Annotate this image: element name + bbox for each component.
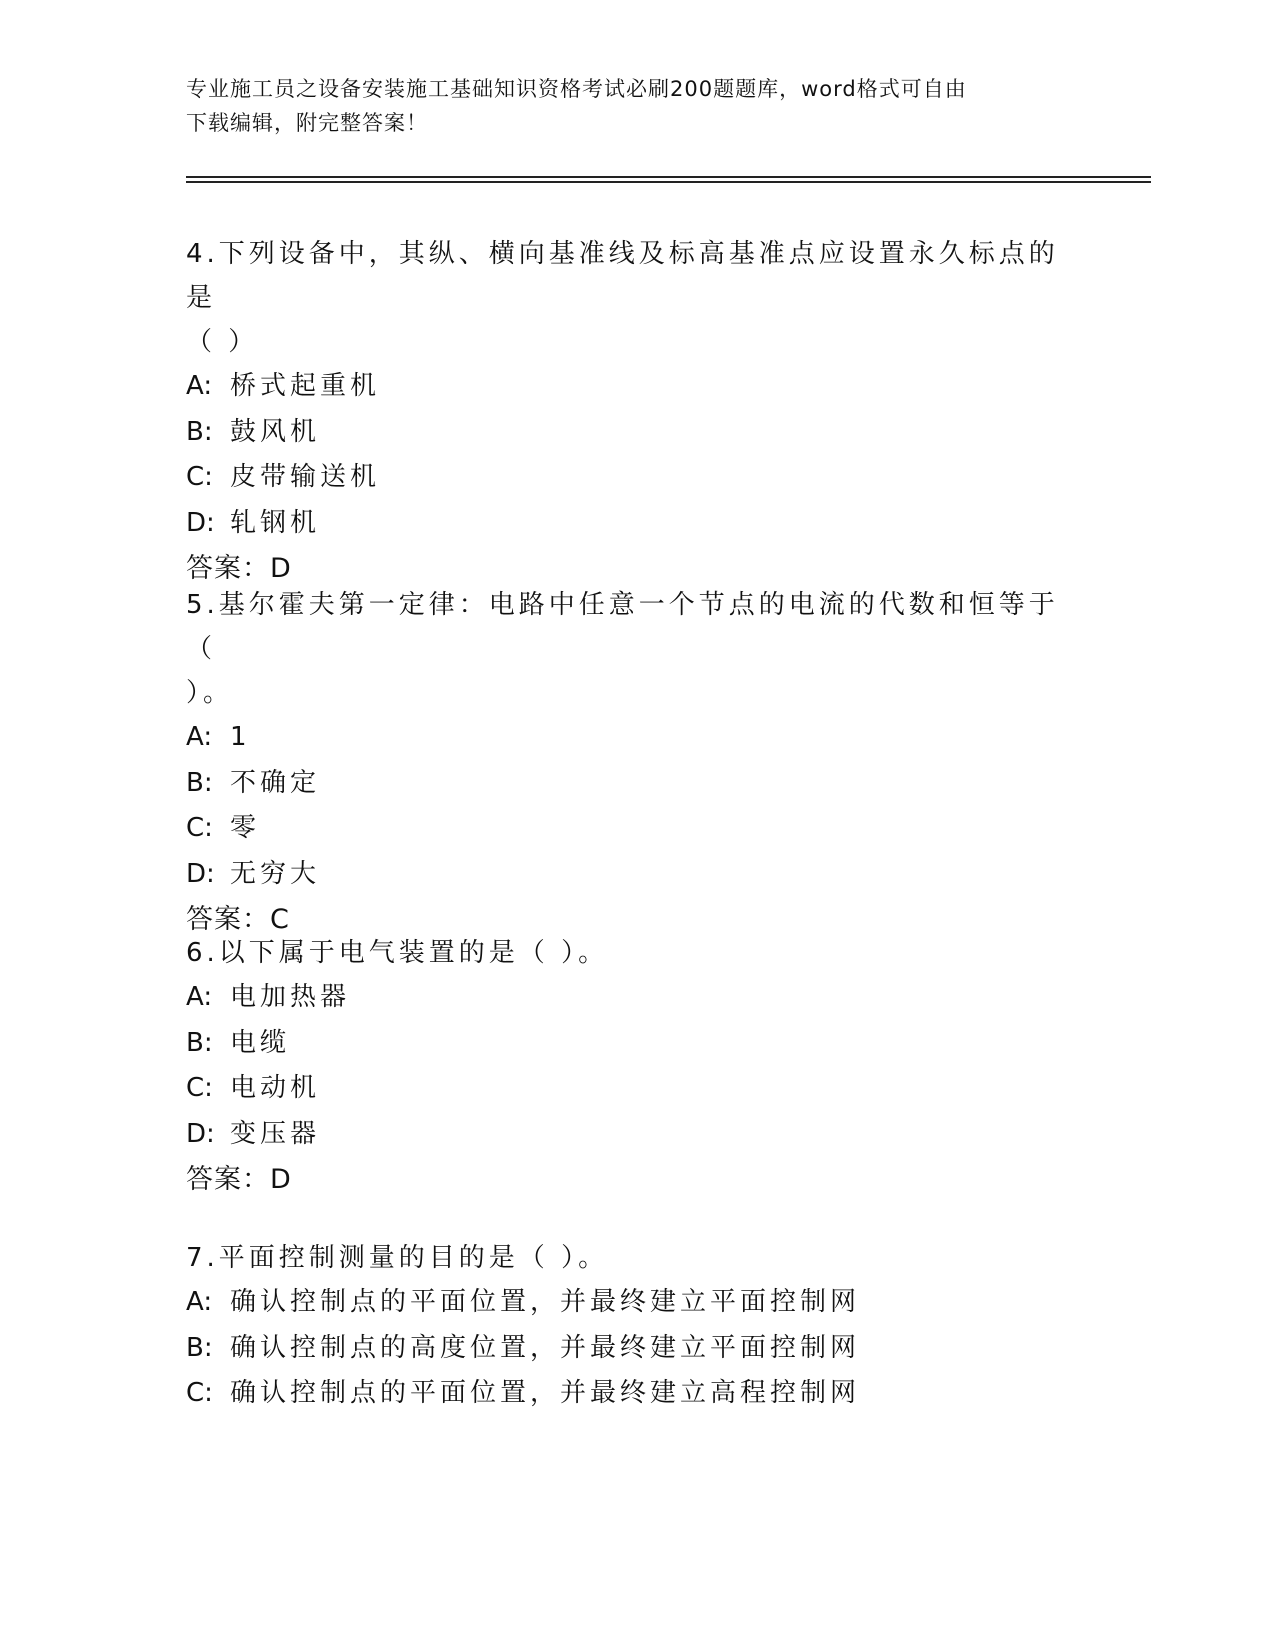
question-stem xyxy=(186,931,1066,975)
question-5 xyxy=(186,583,1066,943)
option-key: A: xyxy=(186,722,213,752)
option-key: D: xyxy=(186,507,215,538)
option-key: C: xyxy=(186,813,213,843)
header-divider-top xyxy=(186,176,1151,178)
option-key: D: xyxy=(186,1118,215,1149)
answer-line: 答案：D xyxy=(186,553,292,584)
option-text: 桥式起重机 xyxy=(230,371,381,401)
header-line-2: 下载编辑，附完整答案！ xyxy=(186,111,428,135)
option-text: 确认控制点的高度位置，并最终建立平面控制网 xyxy=(230,1332,861,1363)
question-stem-line: 7.平面控制测量的目的是（ ）。 xyxy=(186,1243,609,1273)
option-b xyxy=(186,761,1066,807)
option-text: 1 xyxy=(230,722,251,752)
option-text: 无穷大 xyxy=(230,858,321,889)
option-key: A: xyxy=(186,1287,213,1317)
option-key: C: xyxy=(186,462,213,492)
option-a xyxy=(186,715,1066,761)
option-text: 不确定 xyxy=(230,767,321,798)
question-stem xyxy=(186,1236,1066,1280)
option-a xyxy=(186,1280,1066,1326)
answer-line: 答案：C xyxy=(186,904,290,935)
answer-line: 答案：D xyxy=(186,1164,292,1195)
question-stem-line: ）。 xyxy=(186,678,234,708)
header-line-1: 专业施工员之设备安装施工基础知识资格考试必刷200题题库，word格式可自由 xyxy=(186,77,967,101)
option-b xyxy=(186,1326,1066,1372)
option-d xyxy=(186,1112,1066,1158)
option-b xyxy=(186,1021,1066,1067)
option-text: 电加热器 xyxy=(230,982,351,1012)
question-7 xyxy=(186,1236,1066,1417)
option-a xyxy=(186,975,1066,1021)
question-stem-line: 5.基尔霍夫第一定律：电路中任意一个节点的电流的代数和恒等于（ xyxy=(186,590,1059,664)
option-key: B: xyxy=(186,416,213,447)
option-text: 电动机 xyxy=(230,1073,321,1103)
option-c xyxy=(186,1066,1066,1112)
header-divider-bottom xyxy=(186,181,1151,183)
question-stem xyxy=(186,232,1066,364)
option-text: 确认控制点的平面位置，并最终建立高程控制网 xyxy=(230,1378,861,1408)
option-key: C: xyxy=(186,1073,213,1103)
option-text: 皮带输送机 xyxy=(230,462,381,492)
option-text: 零 xyxy=(230,813,261,843)
question-stem-line: 6.以下属于电气装置的是（ ）。 xyxy=(186,938,609,968)
option-c xyxy=(186,1371,1066,1417)
option-key: C: xyxy=(186,1378,213,1408)
option-key: B: xyxy=(186,1332,213,1363)
option-key: A: xyxy=(186,982,213,1012)
option-text: 确认控制点的平面位置，并最终建立平面控制网 xyxy=(230,1287,861,1317)
option-key: B: xyxy=(186,1027,213,1058)
question-6 xyxy=(186,931,1066,1203)
option-text: 鼓风机 xyxy=(230,416,321,447)
option-text: 轧钢机 xyxy=(230,507,321,538)
option-text: 变压器 xyxy=(230,1118,321,1149)
option-c xyxy=(186,455,1066,501)
option-text: 电缆 xyxy=(230,1027,291,1058)
option-d xyxy=(186,501,1066,547)
option-key: A: xyxy=(186,371,213,401)
option-c xyxy=(186,806,1066,852)
question-stem xyxy=(186,583,1066,715)
document-header xyxy=(186,72,1066,140)
option-a xyxy=(186,364,1066,410)
question-stem-line: （ ） xyxy=(186,327,259,357)
option-key: D: xyxy=(186,858,215,889)
option-d xyxy=(186,852,1066,898)
question-stem-line: 4.下列设备中，其纵、横向基准线及标高基准点应设置永久标点的是 xyxy=(186,239,1059,313)
option-key: B: xyxy=(186,767,213,798)
question-4 xyxy=(186,232,1066,592)
option-b xyxy=(186,410,1066,456)
